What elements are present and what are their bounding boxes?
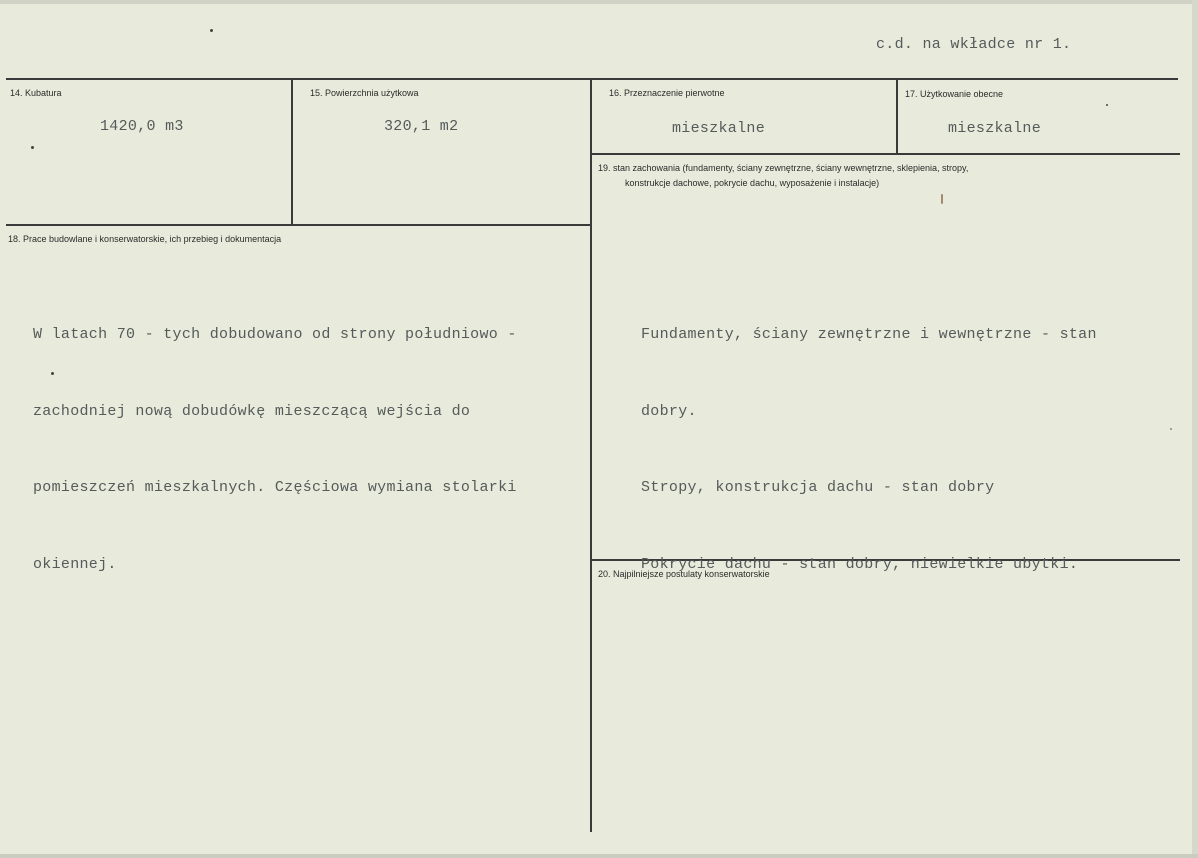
field-15-value: 320,1 m2 — [384, 118, 459, 135]
field-16-label: 16. Przeznaczenie pierwotne — [609, 88, 725, 98]
field-19-line: Fundamenty, ściany zewnętrzne i wewnętrzne - stan — [641, 326, 1097, 343]
ink-speck — [210, 29, 213, 32]
field-17-label: 17. Użytkowanie obecne — [905, 89, 1004, 99]
ink-speck — [31, 146, 34, 149]
field-16-value: mieszkalne — [672, 120, 766, 137]
field-14-value: 1420,0 m3 — [100, 118, 184, 135]
field-18-label: 18. Prace budowlane i konserwatorskie, ich przebieg i dokumentacja — [8, 234, 282, 244]
divider-14-15 — [291, 80, 293, 225]
field-14-label: 14. Kubatura — [10, 88, 62, 98]
top-rule — [6, 78, 1178, 80]
ink-speck — [1106, 104, 1108, 106]
card-edge-bottom — [0, 854, 1198, 858]
field-19-line: Pokrycie dachu - stan dobry, niewielkie ubytki. — [641, 555, 1079, 573]
rule-above-19 — [592, 153, 1180, 155]
field-17-value: mieszkalne — [948, 120, 1042, 137]
rule-above-18 — [6, 224, 592, 226]
field-19-label-line1: 19. stan zachowania (fundamenty, ściany zewnętrzne, ściany wewnętrzne, sklepienia, stropy, — [598, 163, 969, 173]
field-20-label: 20. Najpilniejsze postulaty konserwatorskie — [598, 569, 770, 579]
field-18-line: pomieszczeń mieszkalnych. Częściowa wymiana stolarki — [33, 479, 517, 496]
card-edge-top — [0, 0, 1198, 4]
ink-speck — [1170, 428, 1172, 430]
field-19-label-line2: konstrukcje dachowe, pokrycie dachu, wyposażenie i instalacje) — [625, 178, 880, 188]
card-edge-right — [1192, 0, 1198, 858]
continuation-note: c.d. na wkładce nr 1. — [876, 36, 1072, 53]
pencil-mark — [941, 194, 943, 204]
field-18-line: okiennej. — [33, 555, 117, 573]
ink-speck — [51, 372, 54, 375]
field-18-line: zachodniej nową dobudówkę mieszczącą wejścia do — [33, 402, 471, 420]
field-18-text — [33, 271, 517, 628]
field-19-line: Stropy, konstrukcja dachu - stan dobry — [641, 479, 995, 496]
field-15-label: 15. Powierzchnia użytkowa — [310, 88, 419, 98]
divider-16-17 — [896, 80, 898, 154]
field-18-line: W latach 70 - tych dobudowano od strony południowo - — [33, 326, 517, 343]
field-19-line: dobry. — [641, 402, 697, 420]
center-divider — [590, 80, 592, 832]
